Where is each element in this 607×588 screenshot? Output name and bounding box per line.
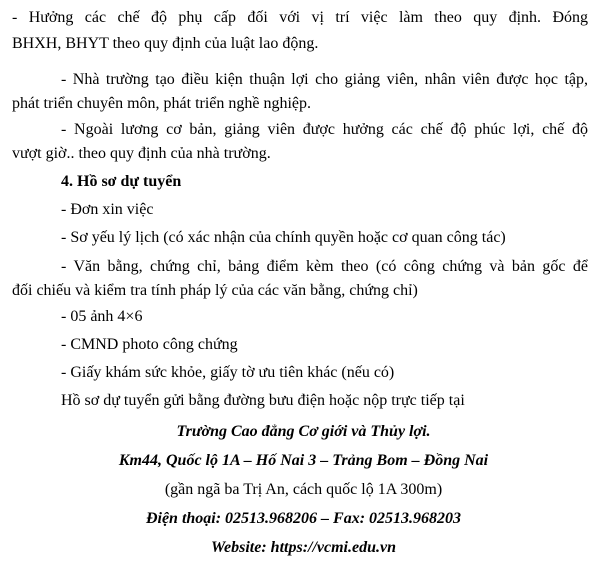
address-directions: (gần ngã ba Trị An, cách quốc lộ 1A 300m) <box>164 481 443 498</box>
school-name: Trường Cao đẳng Cơ giới và Thủy lợi. <box>176 423 431 440</box>
item-application-letter: - Đơn xin việc <box>61 201 154 218</box>
benefit-3-line-1: - Ngoài lương cơ bản, giảng viên được hưởng các chế độ phúc lợi, chế độ <box>61 121 588 138</box>
benefit-1-line-2: BHXH, BHYT theo quy định của luật lao động. <box>12 35 319 52</box>
benefit-3-line-2: vượt giờ.. theo quy định của nhà trường. <box>12 145 271 162</box>
submission-note: Hồ sơ dự tuyển gửi bằng đường bưu điện hoặc nộp trực tiếp tại <box>61 392 465 409</box>
benefit-1-line-1: - Hưởng các chế độ phụ cấp đối với vị trí việc làm theo quy định. Đóng <box>12 9 588 26</box>
website: Website: https://vcmi.edu.vn <box>210 539 396 556</box>
item-photos: - 05 ảnh 4×6 <box>61 308 143 325</box>
item-diplomas-line-2: đối chiếu và kiểm tra tính pháp lý của các văn bằng, chứng chỉ) <box>12 282 418 299</box>
item-diplomas-line-1: - Văn bằng, chứng chỉ, bảng điểm kèm theo (có công chứng và bản gốc để <box>61 258 588 275</box>
item-resume: - Sơ yếu lý lịch (có xác nhận của chính quyền hoặc cơ quan công tác) <box>61 229 506 246</box>
section-4-heading: 4. Hồ sơ dự tuyển <box>61 173 182 190</box>
item-health-certificate: - Giấy khám sức khỏe, giấy tờ ưu tiên khác (nếu có) <box>61 364 395 381</box>
item-id-card: - CMND photo công chứng <box>61 336 238 353</box>
school-address: Km44, Quốc lộ 1A – Hố Nai 3 – Trảng Bom – Đồng Nai <box>118 452 489 469</box>
benefit-2-line-2: phát triển chuyên môn, phát triển nghề nghiệp. <box>12 95 312 112</box>
phone-fax: Điện thoại: 02513.968206 – Fax: 02513.968203 <box>145 510 462 527</box>
benefit-2-line-1: - Nhà trường tạo điều kiện thuận lợi cho giảng viên, nhân viên được học tập, <box>61 71 588 88</box>
